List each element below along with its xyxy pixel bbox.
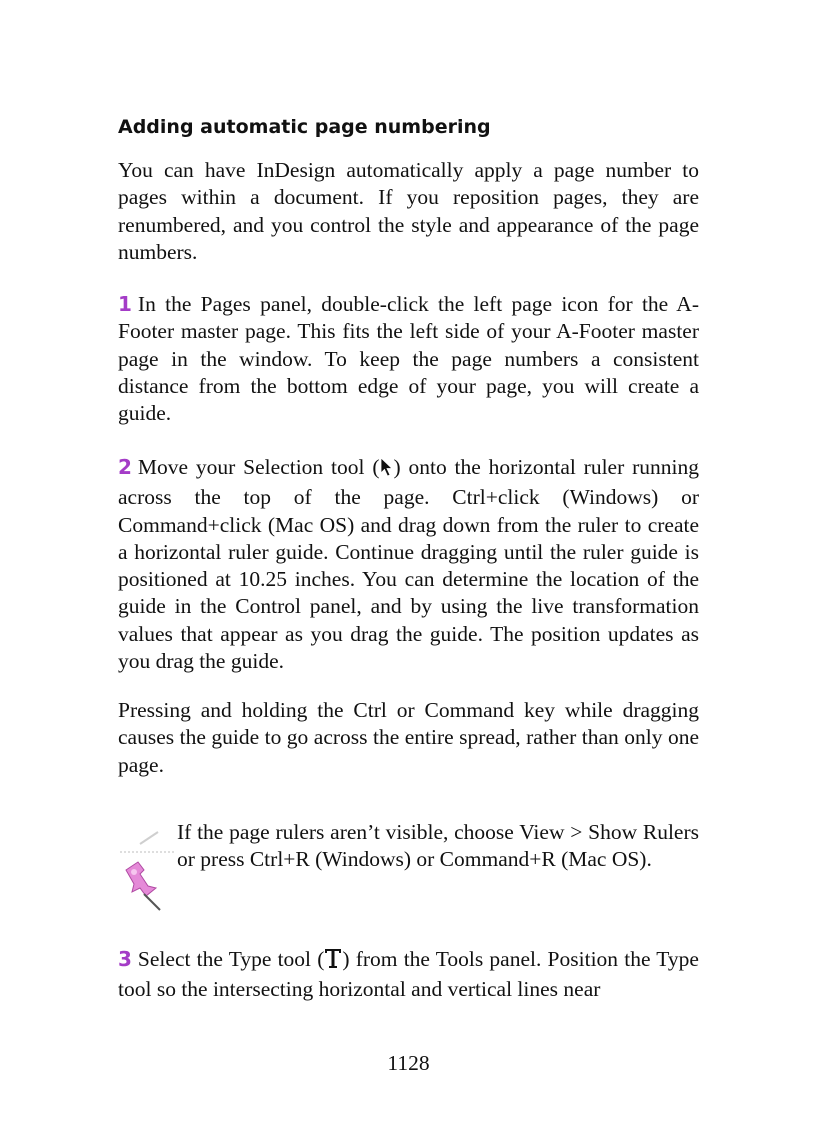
step-2-text-end: ) onto the horizontal ruler running across the top of the page. Ctrl+click (Windows) or Command+click (Mac OS) and drag down from the ruler to create a horizontal ruler guide. Continue dragging until the ruler guide is positioned at 10.25 inches. You can determine the location of the guide in the Control panel, and by using the live transformation values that appear as you drag the guide. The position updates as you drag the guide. xyxy=(118,455,699,674)
step-3-number: 3 xyxy=(118,947,132,971)
type-tool-icon xyxy=(324,947,342,976)
pushpin-icon xyxy=(118,822,176,912)
step-1-paragraph xyxy=(118,291,699,427)
section-heading: Adding automatic page numbering xyxy=(118,116,491,138)
step-2-text-start: Move your Selection tool ( xyxy=(137,455,380,479)
step-3-text-start: Select the Type tool ( xyxy=(137,947,325,971)
step-3-text-end: ) from the Tools panel. Position the Type tool so the intersecting horizontal and vertical lines near xyxy=(118,947,699,1002)
tip-paragraph: If the page rulers aren’t visible, choose View > Show Rulers or press Ctrl+R (Windows) or Command+R (Mac OS). xyxy=(177,820,699,872)
step-1-text: In the Pages panel, double-click the left page icon for the A-Footer master page. This fits the left side of your A-Footer master page in the window. To keep the page numbers a consistent distance from the bottom edge of your page, you will create a guide. xyxy=(118,292,699,426)
step-3-paragraph xyxy=(118,946,699,1004)
intro-paragraph: You can have InDesign automatically apply a page number to pages within a document. If you reposition pages, they are renumbered, and you control the style and appearance of the page numbers. xyxy=(118,158,699,264)
step-2-paragraph xyxy=(118,454,699,675)
page-number: 1128 xyxy=(387,1051,430,1075)
step-1-number: 1 xyxy=(118,292,132,316)
ctrl-paragraph: Pressing and holding the Ctrl or Command key while dragging causes the guide to go across the entire spread, rather than only one page. xyxy=(118,698,699,777)
selection-tool-icon xyxy=(379,457,393,484)
step-2-number: 2 xyxy=(118,455,132,479)
